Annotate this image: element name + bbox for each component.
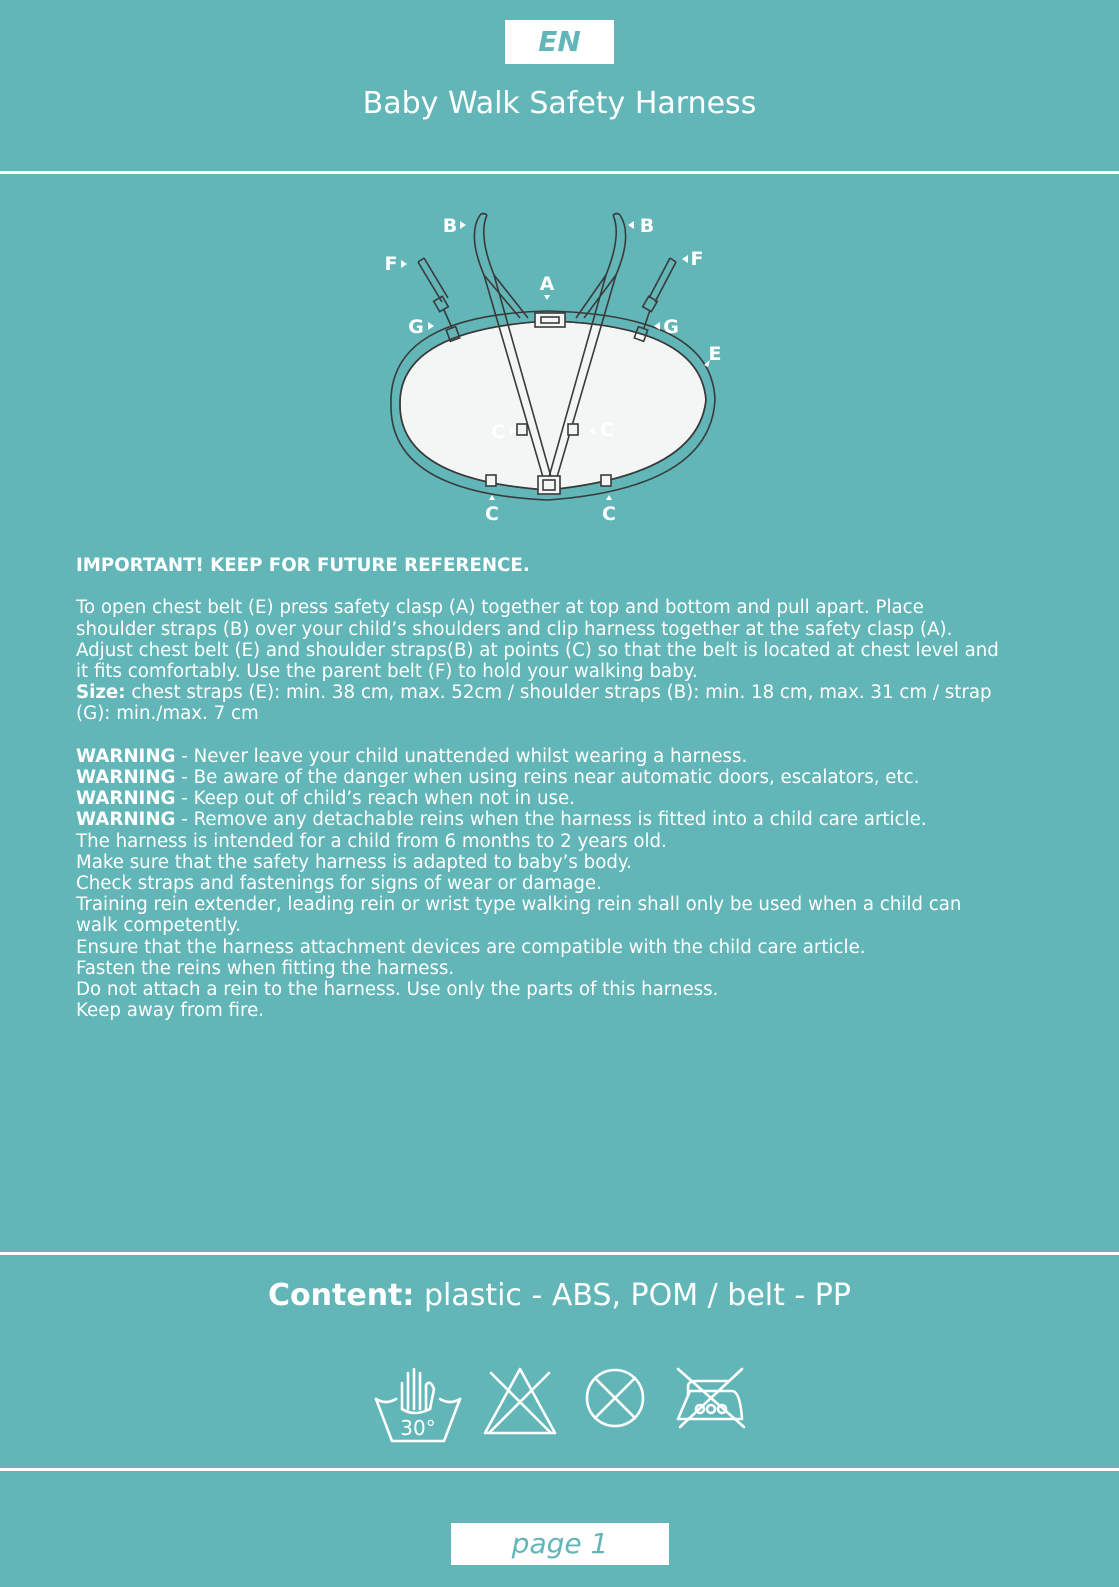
note-line: Make sure that the safety harness is adapted to baby’s body. xyxy=(76,851,632,873)
warning-text: - Be aware of the danger when using reins near automatic doors, escalators, etc. xyxy=(175,767,920,788)
note-line: Keep away from fire. xyxy=(76,1000,265,1022)
warning-line xyxy=(76,809,1056,830)
label-f-left: F xyxy=(384,253,398,275)
label-c-bottom-right: C xyxy=(602,503,616,525)
warning-line xyxy=(76,746,1056,767)
note-line: Check straps and fastenings for signs of wear or damage. xyxy=(76,873,602,895)
label-c-bottom-left: C xyxy=(485,503,499,525)
spacer xyxy=(76,725,1056,746)
size-line xyxy=(76,682,1056,703)
label-g-left: G xyxy=(408,316,424,338)
page-title: Baby Walk Safety Harness xyxy=(362,86,757,121)
warning-text: - Remove any detachable reins when the harness is fitted into a child care article. xyxy=(175,809,927,831)
do-not-bleach-icon xyxy=(481,1365,559,1437)
instruction-line: To open chest belt (E) press safety clasp (A) together at top and bottom and pull apart. Place xyxy=(76,597,924,619)
size-label: Size: xyxy=(76,682,126,704)
warning-label: WARNING xyxy=(76,745,176,767)
hand-wash-icon xyxy=(372,1365,464,1447)
note-line: walk competently. xyxy=(76,915,241,937)
label-e: E xyxy=(708,343,722,365)
harness-diagram xyxy=(370,200,750,540)
label-b-left: B xyxy=(442,215,458,237)
label-f-right: F xyxy=(690,248,704,270)
size-text: chest straps (E): min. 38 cm, max. 52cm / shoulder straps (B): min. 18 cm, max. 31 cm / strap xyxy=(125,682,992,704)
label-a: A xyxy=(539,273,555,295)
bottom-divider xyxy=(0,1468,1119,1471)
instruction-line: shoulder straps (B) over your child’s shoulders and clip harness together at the safety clasp (A). xyxy=(76,618,953,640)
note-line: Fasten the reins when fitting the harness. xyxy=(76,957,455,979)
label-b-right: B xyxy=(639,215,655,237)
warning-text: - Never leave your child unattended whilst wearing a harness. xyxy=(175,745,748,767)
content-text: plastic - ABS, POM / belt - PP xyxy=(414,1278,851,1313)
chest-belt xyxy=(391,311,715,500)
label-c-mid-right: C xyxy=(600,419,614,441)
instruction-line: it fits comfortably. Use the parent belt (F) to hold your walking baby. xyxy=(76,661,698,682)
parent-strap-left xyxy=(418,258,460,341)
label-g-right: G xyxy=(663,316,679,338)
top-divider xyxy=(0,171,1119,174)
warning-label: WARNING xyxy=(76,809,176,831)
note-line: Do not attach a rein to the harness. Use only the parts of this harness. xyxy=(76,979,719,1001)
content-label: Content: xyxy=(268,1278,415,1313)
important-heading: IMPORTANT! KEEP FOR FUTURE REFERENCE. xyxy=(76,555,530,576)
instructions-block xyxy=(76,555,1056,1021)
label-c-mid-left: C xyxy=(491,421,505,443)
bottom-buckle xyxy=(538,476,560,494)
middle-divider xyxy=(0,1252,1119,1255)
do-not-iron-icon xyxy=(674,1365,748,1431)
wash-temperature: 30° xyxy=(400,1416,436,1440)
warning-line xyxy=(76,788,1056,809)
warning-line xyxy=(76,767,1056,788)
warning-label: WARNING xyxy=(76,788,176,810)
page-number-badge: page 1 xyxy=(451,1523,669,1565)
note-line: Training rein extender, leading rein or wrist type walking rein shall only be used when a child can xyxy=(76,894,962,916)
safety-clasp xyxy=(535,313,565,327)
note-line: Ensure that the harness attachment devices are compatible with the child care article. xyxy=(76,936,866,958)
warning-label: WARNING xyxy=(76,767,176,788)
size-line-2: (G): min./max. 7 cm xyxy=(76,703,259,725)
language-badge: EN xyxy=(505,20,614,64)
warning-text: - Keep out of child’s reach when not in use. xyxy=(175,788,575,810)
instruction-line: Adjust chest belt (E) and shoulder straps(B) at points (C) so that the belt is located at chest level and xyxy=(76,639,999,661)
do-not-tumble-dry-icon xyxy=(583,1365,647,1431)
content-line xyxy=(0,1276,1119,1316)
note-line: The harness is intended for a child from 6 months to 2 years old. xyxy=(76,830,667,852)
